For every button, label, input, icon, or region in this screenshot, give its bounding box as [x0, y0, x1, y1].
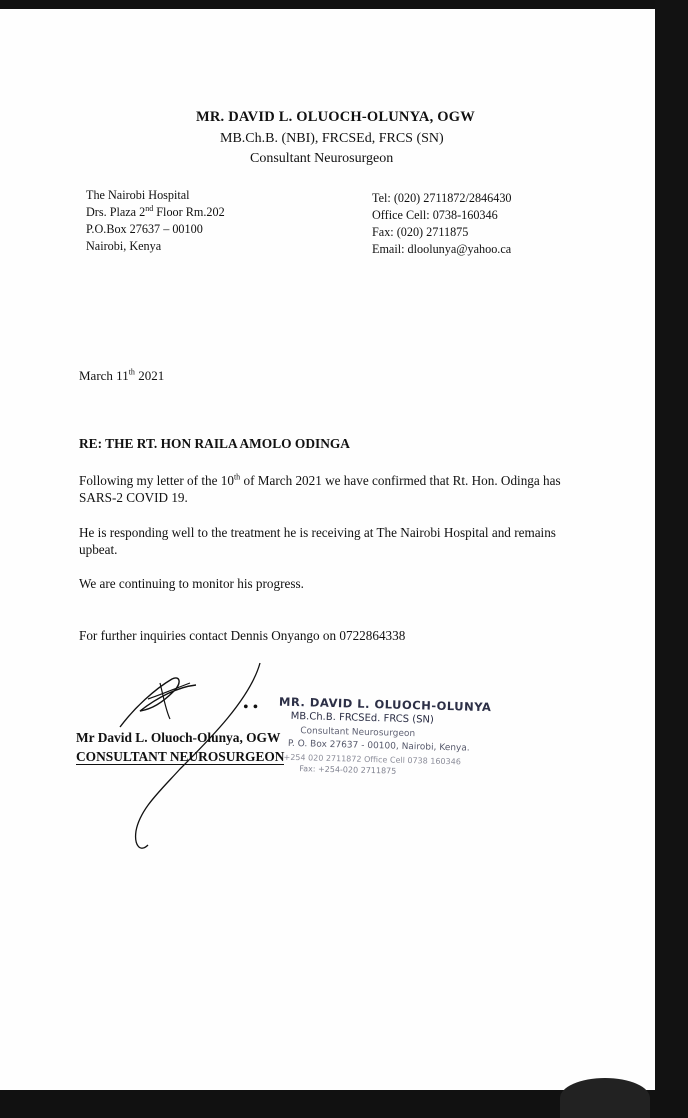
stamp-name: MR. DAVID L. OLUOCH-OLUNYA [278, 694, 492, 715]
letter-page [0, 9, 655, 1090]
letter-date: March 11th 2021 [79, 367, 165, 383]
subject-line: RE: THE RT. HON RAILA AMOLO ODINGA [79, 436, 350, 451]
stamp-dots: • • [243, 699, 259, 716]
right-border [655, 0, 688, 1090]
stamp-address: P. O. Box 27637 - 00100, Nairobi, Kenya. [287, 738, 470, 754]
fax: Fax: (020) 2711875 [372, 225, 469, 239]
address-line: Nairobi, Kenya [86, 239, 162, 253]
contact-details [372, 190, 512, 258]
email: Email: dloolunya@yahoo.ca [372, 242, 512, 256]
letterhead-title: Consultant Neurosurgeon [250, 151, 394, 166]
body-paragraph: Following my letter of the 10th of March 2021 we have confirmed that Rt. Hon. Odinga has SARS-2 COVID 19. [79, 472, 561, 505]
letterhead-name: MR. DAVID L. OLUOCH-OLUNYA, OGW [196, 109, 475, 125]
signatory-title: CONSULTANT NEUROSURGEON [76, 749, 285, 764]
stamp-title: Consultant Neurosurgeon [300, 726, 416, 740]
corner-overlay [560, 1078, 650, 1118]
stamp-qualifications: MB.Ch.B. FRCSEd. FRCS (SN) [290, 710, 435, 726]
contact-paragraph: For further inquiries contact Dennis Onyango on 0722864338 [79, 628, 406, 643]
stamp-fax: Fax: +254-020 2711875 [299, 764, 397, 776]
office-cell: Office Cell: 0738-160346 [372, 208, 498, 222]
address-line: The Nairobi Hospital [86, 188, 190, 202]
telephone: Tel: (020) 2711872/2846430 [372, 191, 512, 205]
rubber-stamp [269, 694, 492, 789]
body-paragraph: He is responding well to the treatment he is receiving at The Nairobi Hospital and remains upbeat. [79, 525, 556, 557]
address-line: Drs. Plaza 2nd Floor Rm.202 [86, 203, 225, 219]
signatory-name: Mr David L. Oluoch-Olunya, OGW [76, 730, 281, 745]
top-border [0, 0, 688, 9]
address-line: P.O.Box 27637 – 00100 [86, 222, 203, 236]
stamp-phone: +254 020 2711872 Office Cell 0738 160346 [283, 752, 461, 767]
letterhead-qualifications: MB.Ch.B. (NBI), FRCSEd, FRCS (SN) [220, 131, 444, 146]
hospital-address [86, 187, 225, 255]
body-paragraph: We are continuing to monitor his progress. [79, 576, 304, 591]
